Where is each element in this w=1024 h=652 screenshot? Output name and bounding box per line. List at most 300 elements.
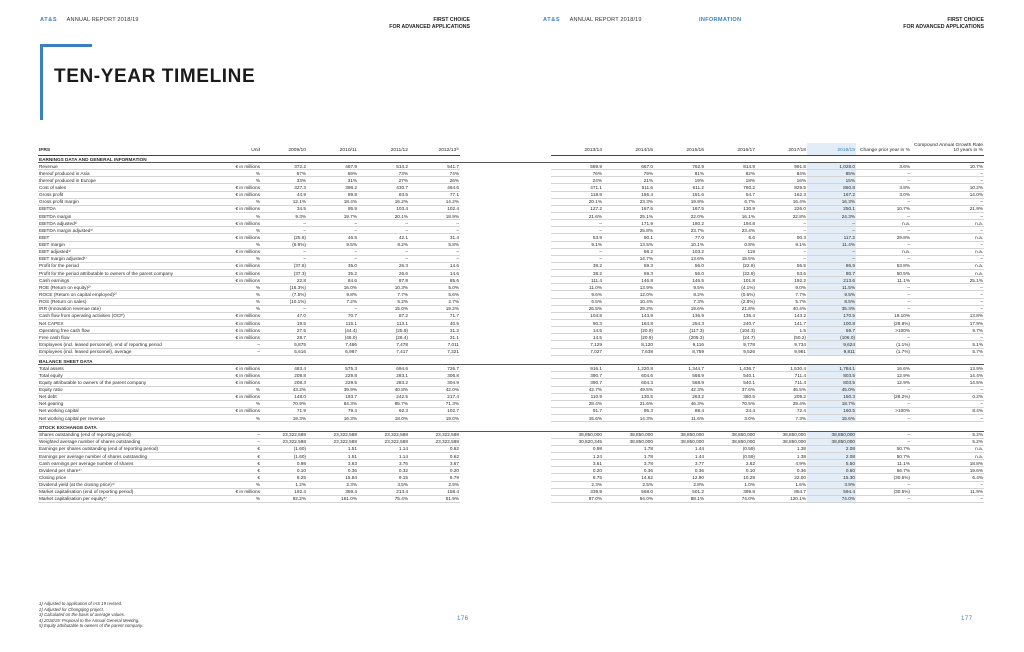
cell-value: 38,850,000 xyxy=(603,431,654,438)
cell-value: – xyxy=(856,255,911,262)
cell-value: 26% xyxy=(409,177,460,184)
cell-value: 23.7% xyxy=(654,227,705,234)
cell-value-current-year: 100.8 xyxy=(807,320,856,327)
cell-value: 2.7% xyxy=(409,298,460,305)
cell-value: – xyxy=(856,227,911,234)
cell-value: 42.3% xyxy=(654,386,705,393)
cell-value: (0.59) xyxy=(705,445,756,452)
cell-value: 136.4 xyxy=(705,312,756,319)
cell-value: 25.1% xyxy=(911,277,984,284)
cell-value: 8.4% xyxy=(911,407,984,414)
row-label: Revenue xyxy=(38,162,193,169)
table-row xyxy=(38,305,984,312)
cell-value: 115.1 xyxy=(307,320,358,327)
table-row xyxy=(38,320,984,327)
gap-cell xyxy=(460,386,551,393)
row-label: Dividend yield (at the closing price)⁴⁾ xyxy=(38,481,193,488)
cell-value: 511.6 xyxy=(603,184,654,191)
row-unit: € in millions xyxy=(193,248,261,255)
row-label: Market capitalisation (end of reporting period) xyxy=(38,488,193,495)
cell-value: 6.5% xyxy=(551,298,603,305)
row-label: ROE (Return on equity)²⁾ xyxy=(38,284,193,291)
col-header: 2009/10 xyxy=(261,143,307,155)
row-unit: % xyxy=(193,305,261,312)
cell-value-current-year: – xyxy=(807,255,856,262)
cell-value: – xyxy=(856,198,911,205)
gap-cell xyxy=(460,234,551,241)
cell-value: 8,120 xyxy=(603,341,654,348)
table-row xyxy=(38,291,984,298)
cell-value: 6.79 xyxy=(409,474,460,481)
cell-value: 158.4 xyxy=(409,488,460,495)
table-row xyxy=(38,445,984,452)
cell-value: 430.7 xyxy=(358,184,409,191)
table-row xyxy=(38,495,984,502)
cell-value: 1.78 xyxy=(603,452,654,459)
cell-value: 13.8% xyxy=(911,312,984,319)
cell-value: 71.9 xyxy=(261,407,307,414)
cell-value: – xyxy=(409,255,460,262)
row-label: EBITDA xyxy=(38,205,193,212)
gap-cell xyxy=(460,284,551,291)
cell-value: 53.6 xyxy=(756,270,807,277)
row-label: EBITDA margin xyxy=(38,212,193,219)
gap-cell xyxy=(460,277,551,284)
cell-value: 16.2% xyxy=(358,198,409,205)
cell-value: 102.4 xyxy=(409,205,460,212)
section-heading-row xyxy=(38,357,984,364)
cell-value: 667.0 xyxy=(603,162,654,169)
cell-value: 90.1 xyxy=(603,234,654,241)
cell-value: >100% xyxy=(856,407,911,414)
cell-value: 372.2 xyxy=(261,162,307,169)
table-row xyxy=(38,191,984,198)
cell-value: – xyxy=(911,241,984,248)
cell-value: 103.4 xyxy=(358,205,409,212)
cell-value: – xyxy=(307,248,358,255)
cell-value: 113.1 xyxy=(358,320,409,327)
cell-value: (44.4) xyxy=(307,327,358,334)
footnotes xyxy=(39,601,143,629)
cell-value: 762.9 xyxy=(654,162,705,169)
row-unit: % xyxy=(193,386,261,393)
cell-value: – xyxy=(856,334,911,341)
cell-value: (30.5%) xyxy=(856,488,911,495)
cell-value: 18.4% xyxy=(307,198,358,205)
table-row xyxy=(38,270,984,277)
row-label: ROS (Return on sales) xyxy=(38,298,193,305)
table-row xyxy=(38,460,984,467)
cell-value: (20.9) xyxy=(603,334,654,341)
cell-value: – xyxy=(856,431,911,438)
cell-value: 28.7 xyxy=(261,334,307,341)
row-label: IRR (Innovation revenue rate) xyxy=(38,305,193,312)
cell-value: 0.8% xyxy=(705,241,756,248)
cell-value: (7.5%) xyxy=(261,291,307,298)
cell-value: 69.3 xyxy=(603,262,654,269)
cell-value: – xyxy=(307,305,358,312)
cell-value: 74% xyxy=(409,170,460,177)
row-unit: € in millions xyxy=(193,327,261,334)
cell-value: – xyxy=(911,415,984,422)
gap-cell xyxy=(460,270,551,277)
tagline-left xyxy=(340,17,470,30)
cell-value: 9.8% xyxy=(307,291,358,298)
cell-value: – xyxy=(856,495,911,502)
cell-value-current-year: 9.5% xyxy=(807,291,856,298)
cell-value: 991.8 xyxy=(756,162,807,169)
cell-value: 760.2 xyxy=(705,184,756,191)
cell-value: 5.2% xyxy=(358,298,409,305)
cell-value: – xyxy=(261,220,307,227)
cell-value: 119 xyxy=(705,248,756,255)
cell-value: (50.2) xyxy=(756,334,807,341)
cell-value: 143.2 xyxy=(756,312,807,319)
cell-value: 130.5 xyxy=(603,393,654,400)
cell-value: 23,322,588 xyxy=(261,431,307,438)
cell-value: (2.8%) xyxy=(705,298,756,305)
cell-value: 540.1 xyxy=(705,372,756,379)
cell-value: 12.0% xyxy=(603,291,654,298)
row-label: Total assets xyxy=(38,365,193,372)
cell-value: 10.1% xyxy=(654,241,705,248)
gap-cell xyxy=(460,220,551,227)
cell-value: 16% xyxy=(756,177,807,184)
cell-value: 339.9 xyxy=(551,488,603,495)
cell-value: (1.1%) xyxy=(856,341,911,348)
cell-value: 263.2 xyxy=(654,393,705,400)
cell-value: 38,850,000 xyxy=(551,431,603,438)
cell-value-current-year: 11.5% xyxy=(807,284,856,291)
table-row xyxy=(38,365,984,372)
row-label: Net debt xyxy=(38,393,193,400)
cell-value: – xyxy=(409,220,460,227)
table-row xyxy=(38,407,984,414)
cell-value: 146.5 xyxy=(654,277,705,284)
cell-value: 40.4% xyxy=(756,305,807,312)
cell-value: 1.38 xyxy=(756,445,807,452)
cell-value: – xyxy=(756,255,807,262)
cell-value: 483.4 xyxy=(261,365,307,372)
gap-cell xyxy=(460,474,551,481)
gap-cell xyxy=(460,334,551,341)
cell-value: 43.2% xyxy=(261,386,307,393)
section-heading: BALANCE SHEET DATA xyxy=(38,357,984,364)
cell-value: – xyxy=(856,305,911,312)
row-label: EBIT margin adjusted¹⁾ xyxy=(38,255,193,262)
table-row xyxy=(38,205,984,212)
cell-value: 141.7 xyxy=(756,320,807,327)
cell-value: 155.4 xyxy=(603,191,654,198)
cell-value: 22.8 xyxy=(261,277,307,284)
cell-value: 9.6% xyxy=(551,291,603,298)
cell-value: n.a. xyxy=(911,262,984,269)
table-row xyxy=(38,220,984,227)
cell-value-current-year: 9,624 xyxy=(807,341,856,348)
cell-value-current-year: 69.7 xyxy=(807,327,856,334)
cell-value: 98.2 xyxy=(603,248,654,255)
cell-value: 10.7% xyxy=(911,162,984,169)
cell-value: – xyxy=(756,248,807,255)
row-label: Profit for the period xyxy=(38,262,193,269)
gap-cell xyxy=(460,495,551,502)
row-unit: – xyxy=(193,341,261,348)
cell-value: – xyxy=(911,170,984,177)
row-label: Equity attributable to owners of the parent company xyxy=(38,379,193,386)
cell-value: 1.51 xyxy=(307,452,358,459)
table-row xyxy=(38,277,984,284)
cell-value: 575.3 xyxy=(307,365,358,372)
cell-value: 369.4 xyxy=(307,488,358,495)
cell-value: 29.8% xyxy=(856,234,911,241)
cell-value: 56.5 xyxy=(756,262,807,269)
row-unit: % xyxy=(193,255,261,262)
row-label: ROCE (Return on capital employed)²⁾ xyxy=(38,291,193,298)
cell-value: 66.7% xyxy=(856,467,911,474)
footnote: 5) Equity attributable to owners of the parent company. xyxy=(39,623,144,629)
cell-value: 7,486 xyxy=(307,341,358,348)
cell-value: 87.8 xyxy=(358,277,409,284)
cell-value: 10.29 xyxy=(705,474,756,481)
gap-cell xyxy=(460,452,551,459)
table-row xyxy=(38,227,984,234)
cell-value: (37.6) xyxy=(261,262,307,269)
col-header-current-year: 2018/19 xyxy=(807,143,856,155)
cell-value: 15.0% xyxy=(358,305,409,312)
row-unit: € in millions xyxy=(193,205,261,212)
row-unit: € in millions xyxy=(193,334,261,341)
gap-cell xyxy=(460,162,551,169)
cell-value: (37.3) xyxy=(261,270,307,277)
cell-value: 38,850,000 xyxy=(705,431,756,438)
cell-value: 54.7 xyxy=(705,191,756,198)
gap-cell xyxy=(460,320,551,327)
cell-value: 1.24 xyxy=(551,452,603,459)
gap-cell xyxy=(460,191,551,198)
cell-value: 487.9 xyxy=(307,162,358,169)
cell-value: 209.2 xyxy=(756,393,807,400)
tagline-right-line1: FIRST CHOICE xyxy=(947,17,984,23)
cell-value-current-year: 16.3% xyxy=(807,198,856,205)
cell-value: 3.63 xyxy=(307,460,358,467)
cell-value: 390.7 xyxy=(551,372,603,379)
cell-value: 92.3 xyxy=(358,407,409,414)
cell-value: 1.44 xyxy=(654,452,705,459)
cell-value: 88.4 xyxy=(654,407,705,414)
cell-value: 14.4% xyxy=(911,372,984,379)
cell-value: 87.2 xyxy=(358,312,409,319)
row-unit: – xyxy=(193,348,261,355)
cell-value: 7.3% xyxy=(654,298,705,305)
cell-value: 34.5 xyxy=(261,205,307,212)
cell-value: 464.6 xyxy=(409,184,460,191)
cell-value: 7,027 xyxy=(551,348,603,355)
cell-value: 19.10% xyxy=(856,312,911,319)
cell-value: 5.1% xyxy=(911,341,984,348)
cell-value: 14.62 xyxy=(603,474,654,481)
cell-value: – xyxy=(307,220,358,227)
row-unit: € xyxy=(193,474,261,481)
row-unit: % xyxy=(193,291,261,298)
cell-value: 101.8 xyxy=(705,277,756,284)
gap-cell xyxy=(460,184,551,191)
cell-value: 1.5 xyxy=(756,327,807,334)
cell-value: 18.8% xyxy=(911,460,984,467)
table-row xyxy=(38,248,984,255)
cell-value: 192.4 xyxy=(261,488,307,495)
table-row xyxy=(38,255,984,262)
cell-value-current-year: 803.5 xyxy=(807,379,856,386)
cell-value: 568.9 xyxy=(654,379,705,386)
cell-value: 110.9 xyxy=(551,393,603,400)
cell-value: 14.7% xyxy=(603,255,654,262)
cell-value: (16.3%) xyxy=(261,284,307,291)
row-unit: € in millions xyxy=(193,393,261,400)
cell-value: 829.5 xyxy=(756,184,807,191)
cell-value: 5.2% xyxy=(911,438,984,445)
cell-value: – xyxy=(261,305,307,312)
cell-value: 180.2 xyxy=(654,220,705,227)
cell-value: 8.75 xyxy=(551,474,603,481)
cell-value: 85.6 xyxy=(409,277,460,284)
cell-value: 50.7% xyxy=(856,445,911,452)
section-heading-row xyxy=(38,424,984,431)
cell-value: 94.0% xyxy=(603,495,654,502)
cell-value: 9.7% xyxy=(911,327,984,334)
cell-value: 35.0 xyxy=(307,262,358,269)
cell-value: 20.1% xyxy=(551,198,603,205)
cell-value: 77.1 xyxy=(409,191,460,198)
tagline-left-line2: FOR ADVANCED APPLICATIONS xyxy=(389,23,470,30)
cell-value: 84% xyxy=(756,170,807,177)
cell-value: – xyxy=(856,177,911,184)
cell-value-current-year: 170.5 xyxy=(807,312,856,319)
cell-value: 1.38 xyxy=(756,452,807,459)
cell-value: 0.36 xyxy=(307,467,358,474)
table-row xyxy=(38,452,984,459)
row-unit: € xyxy=(193,460,261,467)
cell-value: 84.6 xyxy=(307,277,358,284)
cell-value: 9,778 xyxy=(705,341,756,348)
cell-value: 5.6% xyxy=(409,291,460,298)
cell-value-current-year: 860.8 xyxy=(807,184,856,191)
cell-value: 171.9 xyxy=(603,220,654,227)
table-row xyxy=(38,327,984,334)
cell-value-current-year: 2.08 xyxy=(807,445,856,452)
cell-value-current-year: 38,850,000 xyxy=(807,431,856,438)
cell-value: 3.0% xyxy=(705,415,756,422)
row-label: Cash earnings per average number of shares xyxy=(38,460,193,467)
cell-value: 306.8 xyxy=(409,372,460,379)
cell-value: 50.7% xyxy=(856,452,911,459)
cell-value-current-year: 5.50 xyxy=(807,460,856,467)
cell-value: 5.2% xyxy=(911,431,984,438)
table-row xyxy=(38,184,984,191)
table-row xyxy=(38,241,984,248)
cell-value: 26.5% xyxy=(551,305,603,312)
cell-value-current-year: 803.5 xyxy=(807,372,856,379)
cell-value: 31.4 xyxy=(409,234,460,241)
row-unit: % xyxy=(193,495,261,502)
row-unit: % xyxy=(193,400,261,407)
cell-value: – xyxy=(551,255,603,262)
cell-value: 283.2 xyxy=(358,379,409,386)
cell-value: 27% xyxy=(358,177,409,184)
cell-value: 16.4% xyxy=(756,198,807,205)
cell-value: 2.3% xyxy=(307,481,358,488)
cell-value: 51.9% xyxy=(409,495,460,502)
cell-value: 0.62 xyxy=(409,452,460,459)
cell-value: (22.9) xyxy=(705,270,756,277)
cell-value: 72.4 xyxy=(756,407,807,414)
row-unit: % xyxy=(193,212,261,219)
row-unit: % xyxy=(193,284,261,291)
cell-value-current-year: 11.4% xyxy=(807,241,856,248)
cell-value: (4.1%) xyxy=(705,284,756,291)
gap-cell xyxy=(460,379,551,386)
cell-value: 23,322,588 xyxy=(358,431,409,438)
report-name-right: ANNUAL REPORT 2018/19 xyxy=(569,17,642,23)
row-unit: € in millions xyxy=(193,379,261,386)
cell-value: – xyxy=(756,227,807,234)
table-row xyxy=(38,372,984,379)
cell-value: 164.8 xyxy=(603,320,654,327)
gap-cell xyxy=(460,262,551,269)
cell-value: 7.7% xyxy=(358,291,409,298)
row-unit: € xyxy=(193,452,261,459)
footnote: 2) Adjusted for Chongqing project. xyxy=(39,606,105,612)
cell-value: 15.6% xyxy=(551,415,603,422)
table-row xyxy=(38,177,984,184)
cell-value: 501.2 xyxy=(654,488,705,495)
cell-value: 22.0% xyxy=(654,212,705,219)
cell-value-current-year: 150.3 xyxy=(807,393,856,400)
cell-value: 71.7 xyxy=(409,312,460,319)
cell-value: 2.3% xyxy=(551,481,603,488)
cell-value: 19% xyxy=(654,177,705,184)
gap-cell xyxy=(460,445,551,452)
row-unit: € in millions xyxy=(193,277,261,284)
cell-value: 19.7% xyxy=(307,212,358,219)
brand-logo-right: AT&S xyxy=(543,17,561,23)
cell-value: 46.5 xyxy=(307,234,358,241)
gap-cell xyxy=(460,227,551,234)
cell-value: 92.2% xyxy=(261,495,307,502)
cell-value: (117.3) xyxy=(654,327,705,334)
cell-value: 42.1 xyxy=(358,234,409,241)
cell-value: 2.5% xyxy=(603,481,654,488)
table-row xyxy=(38,386,984,393)
col-header: 2015/16 xyxy=(654,143,705,155)
row-unit: € in millions xyxy=(193,320,261,327)
gap-cell xyxy=(460,327,551,334)
gap-cell xyxy=(460,348,551,355)
cell-value: 81% xyxy=(654,170,705,177)
row-unit: € in millions xyxy=(193,270,261,277)
row-label: Employees (incl. leased personnel), average xyxy=(38,348,193,355)
col-header: 2017/18 xyxy=(756,143,807,155)
cell-value: – xyxy=(911,495,984,502)
cell-value: 380.5 xyxy=(705,393,756,400)
cell-value: 12.9% xyxy=(856,379,911,386)
gap-cell xyxy=(460,198,551,205)
cell-value: 208.3 xyxy=(261,379,307,386)
row-label: Net working capital per revenue xyxy=(38,415,193,422)
cell-value: – xyxy=(911,177,984,184)
cell-value-current-year: 74.0% xyxy=(807,495,856,502)
cell-value: – xyxy=(911,334,984,341)
gap-cell xyxy=(460,407,551,414)
